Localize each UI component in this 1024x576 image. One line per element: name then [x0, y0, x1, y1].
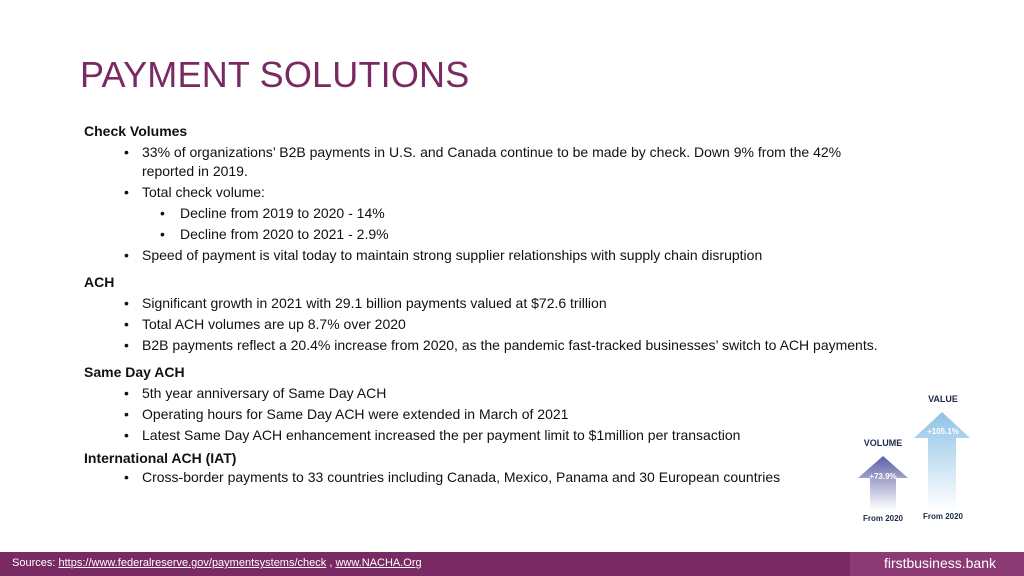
sources-separator: ,	[329, 557, 333, 569]
iat-bullet-1: • Cross-border payments to 33 countries including Canada, Mexico, Panama and 30 European countries	[84, 468, 924, 487]
check-bullet-1: • 33% of organizations’ B2B payments in U.S. and Canada continue to be made by check. Down 9% from the 42% reported in 2019.	[84, 143, 924, 181]
same-day-bullet-1: • 5th year anniversary of Same Day ACH	[84, 384, 924, 403]
brand-url: firstbusiness.bank	[883, 555, 996, 571]
same-day-bullet-2: • Operating hours for Same Day ACH were extended in March of 2021	[84, 405, 924, 424]
iat-heading: International ACH (IAT)	[84, 450, 237, 466]
sources	[12, 557, 422, 569]
value-change: +105.1%	[927, 427, 959, 436]
growth-arrows-graphic	[850, 392, 980, 527]
same-day-bullet-3: • Latest Same Day ACH enhancement increased the per payment limit to $1million per transaction	[84, 426, 924, 445]
ach-bullet-3: • B2B payments reflect a 20.4% increase from 2020, as the pandemic fast-tracked businesses’ switch to ACH payments.	[84, 336, 924, 355]
footer-bar	[0, 552, 1024, 576]
check-sub-bullet-1: • Decline from 2019 to 2020 - 14%	[84, 204, 924, 223]
nacha-link[interactable]: www.NACHA.Org	[335, 557, 422, 569]
arrows-svg	[850, 392, 980, 527]
ach-bullet-2: • Total ACH volumes are up 8.7% over 2020	[84, 315, 924, 334]
check-volumes-heading: Check Volumes	[84, 123, 188, 139]
ach-heading: ACH	[84, 274, 115, 290]
volume-from: From 2020	[862, 514, 904, 523]
volume-arrow	[858, 456, 908, 510]
sources-label: Sources:	[12, 557, 56, 569]
same-day-ach-heading: Same Day ACH	[84, 364, 185, 380]
check-bullet-3: • Speed of payment is vital today to maintain strong supplier relationships with supply chain disruption	[84, 246, 924, 265]
volume-change: +73.9%	[869, 472, 897, 481]
check-bullet-2: • Total check volume:	[84, 183, 924, 202]
value-from: From 2020	[922, 512, 964, 521]
ach-bullet-1: • Significant growth in 2021 with 29.1 billion payments valued at $72.6 trillion	[84, 294, 924, 313]
value-label: VALUE	[928, 394, 958, 404]
volume-label: VOLUME	[863, 438, 903, 448]
content-body	[84, 122, 924, 489]
page-title: PAYMENT SOLUTIONS	[80, 54, 470, 95]
check-sub-bullet-2: • Decline from 2020 to 2021 - 2.9%	[84, 225, 924, 244]
federal-reserve-link[interactable]: https://www.federalreserve.gov/paymentsystems/check	[58, 557, 327, 569]
